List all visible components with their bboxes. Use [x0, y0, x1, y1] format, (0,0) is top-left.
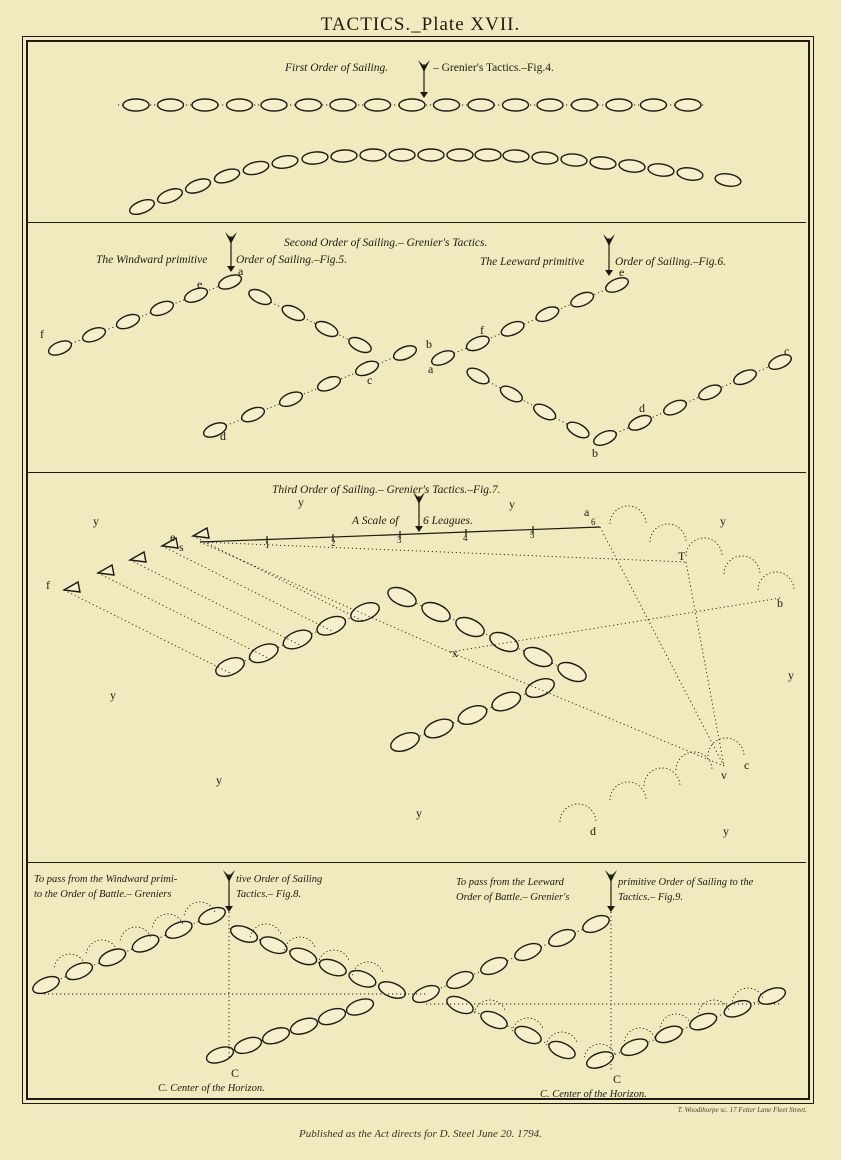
fig6-line-bc-ship: [767, 352, 794, 373]
fig9-windward-line-ship: [512, 940, 543, 964]
fig6-line-bc-ship: [662, 397, 689, 418]
fig9-diag-line-ship: [444, 993, 475, 1017]
scale-tick-5: 5: [530, 530, 535, 540]
fig4-curve-ship: [242, 159, 270, 177]
fig9-center-caption: C. Center of the Horizon.: [540, 1089, 647, 1100]
fig5-caption-a: The Windward primitive: [96, 254, 208, 266]
plate-title: TACTICS._Plate XVII.: [320, 14, 521, 35]
fig7-label-v: v: [721, 768, 727, 782]
fig4-curve-ship: [618, 158, 645, 173]
fig4-curve-ship: [475, 149, 501, 161]
fig7-wedge-track: [64, 590, 234, 675]
fig7-wedge-track: [130, 560, 300, 645]
fig7-label-y3: y: [509, 497, 515, 511]
fig4-ship: [399, 99, 425, 111]
fig7-label-y7: y: [216, 773, 222, 787]
fig7-wedge-track: [98, 573, 268, 658]
fig7-label-f: f: [46, 578, 50, 592]
fig4-ship: [158, 99, 184, 111]
fig7-battle-line-ship: [453, 614, 487, 641]
fig7-label-T: T: [678, 549, 686, 563]
fig5-line-fe-ship: [47, 338, 74, 358]
fig7-label-y2: y: [298, 495, 304, 509]
fig9-caption-d: Tactics.– Fig.9.: [618, 892, 683, 903]
fig6-diag-ship: [498, 383, 525, 405]
fig4-ship: [434, 99, 460, 111]
fig9-diag-line-ship: [478, 1008, 509, 1032]
fig7-leeward-line-ship: [456, 702, 490, 728]
fig9-caption-a: To pass from the Leeward: [456, 877, 564, 888]
fig4-curve-ship: [156, 186, 185, 206]
fig8-leeward-line-ship: [258, 934, 289, 957]
fig7-label-y6: y: [788, 668, 794, 682]
fig4-ship: [261, 99, 287, 111]
fig4-curve-ship: [301, 151, 328, 166]
fig4-curve-ship: [271, 154, 299, 170]
fig7-label-s: s: [179, 540, 184, 554]
fig8-windward-line-ship: [130, 932, 161, 956]
fig6-line-bc-ship: [732, 367, 759, 388]
fig7-battle-line-ship: [385, 584, 419, 611]
fig4-curve-ship: [128, 197, 157, 218]
fig4-curve-ship: [647, 162, 674, 177]
fig8-windward-line-ship: [163, 918, 194, 942]
fig4-curve-ship: [503, 149, 530, 162]
fig7-label-c: c: [744, 758, 750, 772]
fig9-tack-arc: [660, 1014, 691, 1027]
engraver-credit: T. Woodthorpe sc. 17 Fetter Lane Fleet Street.: [677, 1106, 807, 1114]
fig6-line-af-ship: [499, 319, 526, 339]
wind-arrow-fig6: [603, 234, 615, 276]
scale-tick-1: 1: [265, 540, 270, 550]
scale-tick-4: 4: [463, 533, 468, 543]
fig7-tack-arc: [560, 804, 596, 822]
wind-arrow-fig5: [225, 232, 237, 272]
fig4-ship: [192, 99, 218, 111]
fig6-line-af-ship: [534, 304, 561, 324]
fig5-diag-ship: [313, 318, 340, 339]
fig9-windward-line-ship: [444, 968, 475, 992]
fig9-battle-line-ship: [619, 1036, 650, 1059]
fig7-battle-line-ship: [419, 599, 453, 626]
fig6-diag-ship: [465, 365, 492, 387]
fig5-line-dc-ship: [392, 343, 419, 363]
fig7-scale-caption-b: 6 Leagues.: [423, 515, 473, 527]
fig4-ship: [365, 99, 391, 111]
fig4-ship: [537, 99, 563, 111]
fig7-tack-arc: [676, 752, 712, 770]
fig56-heading: Second Order of Sailing.– Grenier's Tactics.: [284, 237, 488, 249]
fig6-line-af-ship: [604, 275, 631, 295]
fig4-curve-ship: [418, 149, 444, 161]
fig7-wedge: [193, 528, 209, 538]
fig4-ship: [123, 99, 149, 111]
fig7-tack-arc: [610, 506, 646, 524]
fig7-label-d: d: [590, 824, 596, 838]
fig8-leeward-line-ship: [347, 967, 378, 990]
fig9-caption-c: Order of Battle.– Grenier's: [456, 892, 570, 903]
fig6-label-d: d: [639, 401, 645, 415]
fig7-wedge: [130, 552, 146, 562]
fig8-leeward-line-ship: [376, 978, 407, 1001]
fig8-battle-line-ship: [344, 996, 375, 1018]
fig4-ship: [468, 99, 494, 111]
fig4-ship: [572, 99, 598, 111]
fig6-label-f: f: [480, 323, 484, 337]
fig9-diag-line-track: [460, 1005, 562, 1050]
fig5-diag-ship: [247, 286, 274, 307]
fig9-windward-line-ship: [410, 982, 441, 1006]
fig9-caption-b: primitive Order of Sailing to the: [618, 877, 754, 888]
fig5-line-fe-ship: [115, 312, 142, 332]
fig8-leeward-line-ship: [317, 956, 348, 979]
fig7-battle-line-ship: [555, 659, 589, 686]
fig5-line-dc-ship: [240, 405, 267, 425]
fig4-curve-ship: [447, 149, 473, 161]
fig9-diag-line-ship: [512, 1023, 543, 1047]
fig4-ship: [675, 99, 701, 111]
scale-tick-3: 3: [397, 535, 402, 545]
fig4-caption-b: – Grenier's Tactics.–Fig.4.: [433, 62, 554, 74]
scale-tick-6: 6: [591, 517, 596, 527]
fig4-ship: [296, 99, 322, 111]
fig5-label-f: f: [40, 327, 44, 341]
fig7-tack-arc: [644, 768, 680, 786]
fig4-curve-ship: [184, 176, 213, 196]
fig4-ship: [330, 99, 356, 111]
fig7-wedge: [98, 565, 114, 575]
fig8-battle-line-ship: [316, 1005, 347, 1027]
fig4-curve-ship: [714, 172, 742, 188]
fig8-battle-line-ship: [232, 1034, 263, 1056]
fig6-line-af-ship: [430, 348, 457, 368]
fig8-center-caption: C. Center of the Horizon.: [158, 1083, 265, 1094]
fig4-curve-ship: [331, 149, 358, 162]
fig6-line-af-ship: [569, 289, 596, 309]
fig4-curve-ship: [561, 153, 588, 167]
fig8-battle-line-ship: [288, 1015, 319, 1037]
fig7-tack-arc: [686, 538, 722, 556]
fig5-label-d: d: [220, 429, 226, 443]
fig5-diag-ship: [280, 302, 307, 323]
fig9-battle-line-ship: [756, 985, 787, 1008]
fig4-curve-ship: [589, 156, 616, 171]
fig7-leeward-line-ship: [523, 675, 557, 701]
fig8-caption-b: tive Order of Sailing: [236, 874, 323, 885]
fig7-windward-line-ship: [348, 599, 382, 625]
fig7-wedge-track: [193, 536, 363, 621]
fig8-caption-d: Tactics.– Fig.8.: [236, 889, 301, 900]
fig8-leeward-line-ship: [228, 922, 259, 945]
fig7-label-e: e: [170, 530, 176, 544]
fig6-line-bc-ship: [697, 382, 724, 403]
fig4-curve-ship: [360, 149, 386, 161]
fig4-ship: [227, 99, 253, 111]
fig8-windward-line-ship: [64, 959, 95, 983]
fig7-tack-arc: [724, 556, 760, 574]
fig7-tack-arc: [650, 524, 686, 542]
fig7-windward-line-ship: [247, 640, 281, 666]
fig7-battle-line-ship: [487, 629, 521, 656]
wind-arrow-fig9: [605, 870, 617, 912]
fig9-battle-line-ship: [688, 1010, 719, 1033]
fig5-caption-b: Order of Sailing.–Fig.5.: [236, 254, 348, 266]
fig8-caption-c: to the Order of Battle.– Greniers: [34, 889, 172, 900]
fig7-caption: Third Order of Sailing.– Grenier's Tactics.–Fig.7.: [272, 484, 501, 496]
fig8-battle-line-ship: [260, 1025, 291, 1047]
fig4-curve-ship: [389, 149, 415, 161]
fig7-leeward-line-ship: [489, 689, 523, 715]
fig7-label-a: a: [584, 505, 590, 519]
fig8-leeward-line-ship: [288, 945, 319, 968]
fig6-caption-a: The Leeward primitive: [480, 256, 585, 268]
fig8-windward-line-ship: [30, 973, 61, 997]
fig8-caption-a: To pass from the Windward primi-: [34, 874, 178, 885]
fig9-windward-line-ship: [546, 926, 577, 950]
fig5-label-c: c: [367, 373, 373, 387]
fig5-diag-track: [260, 297, 360, 345]
fig5-label-b: b: [426, 337, 432, 351]
fig7-label-y1: y: [93, 514, 99, 528]
fig4-curve-ship: [532, 151, 559, 165]
fig5-line-fe-ship: [183, 285, 210, 305]
fig6-diag-ship: [565, 419, 592, 441]
fig7-label-b: b: [777, 596, 783, 610]
fig5-line-dc-ship: [316, 374, 343, 394]
fig8-battle-line-ship: [204, 1044, 235, 1066]
fig9-windward-line-ship: [478, 954, 509, 978]
fig7-leeward-line-ship: [388, 729, 422, 755]
fig6-diag-ship: [531, 401, 558, 423]
fig6-label-a: a: [428, 362, 434, 376]
fig8-center-label: C: [231, 1066, 240, 1080]
fig7-tack-arc: [708, 738, 744, 756]
fig6-label-c: c: [784, 344, 790, 358]
fig9-windward-line-ship: [580, 912, 611, 936]
fig5-label-e: e: [197, 277, 203, 291]
fig7-tack-arc: [758, 572, 794, 590]
fig7-scale-caption-a: A Scale of: [352, 515, 399, 527]
fig7-label-y4: y: [720, 514, 726, 528]
fig7-leeward-line-ship: [422, 716, 456, 742]
fig4-ship: [503, 99, 529, 111]
fig4-ship: [641, 99, 667, 111]
fig7-tack-arc: [610, 782, 646, 800]
fig6-label-e: e: [619, 265, 625, 279]
fig5-line-dc-ship: [278, 389, 305, 409]
fig9-battle-line-ship: [653, 1023, 684, 1046]
fig6-diag-track: [478, 376, 578, 430]
fig7-label-y9: y: [723, 824, 729, 838]
fig6-caption-b: Order of Sailing.–Fig.6.: [615, 256, 727, 268]
fig9-diag-line-ship: [546, 1038, 577, 1062]
fig8-windward-line-ship: [196, 904, 227, 928]
fig5-label-a: a: [238, 264, 244, 278]
fig7-wedge: [64, 582, 80, 592]
fig5-line-fe-ship: [149, 298, 176, 318]
scale-tick-2: 2: [331, 538, 336, 548]
fig7-windward-line-ship: [281, 626, 315, 652]
fig6-label-b: b: [592, 446, 598, 460]
fig4-ship: [606, 99, 632, 111]
fig9-battle-line-ship: [722, 997, 753, 1020]
wind-arrow-fig8: [223, 870, 235, 912]
fig7-label-y8: y: [416, 806, 422, 820]
fig5-line-fe-ship: [81, 325, 108, 345]
fig4-curve-ship: [676, 166, 703, 182]
fig8-windward-line-ship: [97, 946, 128, 970]
fig7-label-y5: y: [110, 688, 116, 702]
fig4-caption: First Order of Sailing.: [285, 62, 389, 74]
fig4-curve-ship: [213, 166, 241, 185]
wind-arrow-fig4: [418, 60, 430, 98]
fig7-label-x: x: [452, 646, 458, 660]
fig7-battle-line-ship: [521, 644, 555, 671]
fig7-windward-line-ship: [314, 613, 348, 639]
fig6-line-af-ship: [464, 333, 491, 353]
fig5-diag-ship: [347, 334, 374, 355]
fig9-center-label: C: [613, 1072, 622, 1086]
publisher-imprint: Published as the Act directs for D. Steel June 20. 1794.: [299, 1128, 542, 1140]
